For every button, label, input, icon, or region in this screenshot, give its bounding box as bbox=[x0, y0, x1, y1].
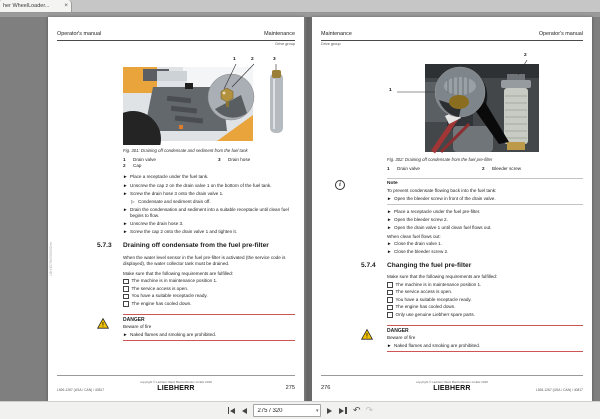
requirement-item: Only use genuine Liebherr spare parts. bbox=[387, 312, 583, 318]
danger-rule-top bbox=[387, 325, 583, 326]
requirement-item: The service access is open. bbox=[387, 289, 583, 295]
step-bullet: ► bbox=[387, 248, 392, 254]
legend-item: 2 Cap bbox=[123, 163, 142, 169]
legend-item: 2 Bleeder screw bbox=[482, 165, 522, 171]
danger-step: ► Naked flames and smoking are prohibited. bbox=[387, 343, 481, 349]
page-header bbox=[321, 31, 583, 41]
requirements-intro: Make sure that the following requirements are fulfilled: bbox=[123, 270, 234, 276]
procedure-result: ▷ Condensate and sediment drain off. bbox=[131, 198, 211, 204]
danger-rule-bottom bbox=[387, 351, 583, 352]
requirement-item: The machine is in maintenance position 1. bbox=[123, 278, 295, 284]
header-subtitle: Drive group bbox=[321, 42, 341, 47]
procedure-step: ► Drain the condensation and sediment into a suitable receptacle until clean fuel begins to flow. bbox=[123, 207, 289, 219]
note-box bbox=[339, 178, 583, 205]
figure-301 bbox=[123, 57, 293, 145]
info-icon: i bbox=[335, 180, 345, 190]
danger-title: DANGER bbox=[123, 316, 145, 323]
tab-title: her WheelLoader... bbox=[3, 3, 50, 9]
next-page-button[interactable] bbox=[326, 406, 333, 416]
legend-item: 1 Drain valve bbox=[387, 165, 420, 171]
header-subtitle: Drive group bbox=[275, 42, 295, 47]
note-title: Note bbox=[387, 181, 398, 187]
browser-tab[interactable] bbox=[0, 0, 72, 12]
section-intro: When the water level sensor in the fuel pre-filter is activated (the service code is displayed), the water collector tank must be drained. bbox=[123, 254, 286, 266]
manual-page-276 bbox=[312, 17, 592, 402]
requirement-item: You have a suitable receptacle ready. bbox=[123, 293, 295, 299]
figure-callout-2: 2 bbox=[524, 52, 527, 58]
figure-callout-2: 2 bbox=[251, 56, 254, 62]
note-rule-top bbox=[387, 178, 583, 179]
checkbox-icon bbox=[387, 282, 393, 288]
figure-301-legend bbox=[123, 157, 295, 171]
procedure-step: ► Place a receptacle under the fuel tank. bbox=[123, 174, 209, 180]
figure-302-photo bbox=[387, 52, 559, 154]
step-bullet: ► bbox=[123, 331, 128, 337]
liebherr-logo: LIEBHERR bbox=[157, 385, 195, 392]
procedure-step: ► Unscrew the cap 2 on the drain valve 1 on the bottom of the fuel tank. bbox=[123, 182, 272, 188]
checkbox-icon bbox=[387, 305, 393, 311]
danger-rule-top bbox=[123, 314, 295, 315]
procedure-step: ► Screw the drain hose 3 onto the drain valve 1. bbox=[123, 190, 224, 196]
result-bullet: ▷ bbox=[131, 198, 135, 204]
footer-rule bbox=[57, 375, 295, 376]
first-page-button[interactable] bbox=[227, 405, 237, 416]
danger-rule-bottom bbox=[123, 340, 295, 341]
danger-subtitle: Beware of fire bbox=[123, 323, 152, 329]
document-side-code: LBH/10739953/0002/en bbox=[49, 242, 53, 276]
chevron-down-icon[interactable]: ▾ bbox=[315, 407, 319, 414]
header-right: Operator's manual bbox=[538, 31, 583, 37]
last-page-icon bbox=[339, 408, 344, 414]
checkbox-icon bbox=[123, 286, 129, 292]
page-footer bbox=[57, 375, 295, 392]
liebherr-logo: LIEBHERR bbox=[433, 385, 471, 392]
figure-302-legend bbox=[387, 166, 583, 173]
figure-callout-3: 3 bbox=[273, 56, 276, 62]
checkbox-icon bbox=[387, 312, 393, 318]
page-number-box[interactable] bbox=[253, 404, 321, 417]
page-number: 275 bbox=[285, 384, 295, 391]
pdf-nav-toolbar bbox=[0, 401, 600, 419]
note-step: ► Open the bleeder screw in front of the drain valve. bbox=[387, 195, 496, 201]
header-left: Operator's manual bbox=[57, 31, 102, 37]
figure-302 bbox=[387, 52, 559, 154]
step-bullet: ► bbox=[387, 240, 392, 246]
page-number-input[interactable] bbox=[254, 408, 315, 414]
header-right: Maintenance bbox=[264, 31, 295, 37]
checkbox-icon bbox=[123, 294, 129, 300]
page-divider bbox=[304, 17, 312, 402]
page-footer bbox=[321, 375, 583, 392]
step-bullet: ► bbox=[387, 209, 392, 215]
requirements-intro: Make sure that the following requirements are fulfilled: bbox=[387, 274, 498, 280]
checkbox-icon bbox=[123, 301, 129, 307]
requirement-item: You have a suitable receptacle ready. bbox=[387, 297, 583, 303]
step-bullet: ► bbox=[387, 343, 392, 349]
figure-301-photo bbox=[123, 57, 293, 145]
history-back-icon[interactable]: ↶ bbox=[352, 405, 361, 415]
prev-page-button[interactable] bbox=[241, 406, 248, 416]
figure-301-caption: Fig. 301: Draining off condensate and sediment from the fuel tank bbox=[123, 147, 248, 153]
danger-box bbox=[101, 314, 295, 341]
danger-step: ► Naked flames and smoking are prohibited. bbox=[123, 331, 217, 337]
legend-item: 1 Drain valve bbox=[123, 156, 156, 162]
step-bullet: ► bbox=[123, 174, 128, 180]
step-bullet: ► bbox=[123, 221, 128, 227]
step-bullet: ► bbox=[123, 207, 128, 213]
document-code: L526-1267 (USA / CAN) / 40817 bbox=[535, 387, 583, 392]
procedure-step: ► Close the drain valve 1. bbox=[387, 240, 443, 246]
section-heading-573: 5.7.3 Draining off condensate from the fuel pre-filter bbox=[97, 242, 269, 250]
step-bullet: ► bbox=[123, 190, 128, 196]
procedure-step: ► Unscrew the drain hose 3. bbox=[123, 221, 184, 227]
section-heading-574: 5.7.4 Changing the fuel pre-filter bbox=[361, 261, 472, 269]
page-number: 276 bbox=[321, 384, 331, 391]
footer-rule bbox=[321, 375, 583, 376]
last-page-button[interactable] bbox=[338, 405, 348, 416]
browser-tab-bar bbox=[0, 0, 600, 13]
procedure-step: ► Close the bleeder screw 2. bbox=[387, 248, 449, 254]
requirement-item: The engine has cooled down. bbox=[123, 301, 295, 307]
copyright-line: copyright © Liebherr-Werk Bischofshofen GmbH 2018 bbox=[140, 380, 212, 385]
figure-302-caption: Fig. 302: Draining off condensate from the fuel pre-filter bbox=[387, 156, 493, 162]
figure-callout-1: 1 bbox=[389, 87, 392, 93]
step-bullet: ► bbox=[387, 217, 392, 223]
procedure-step: ► Screw the cap 2 onto the drain valve 1 and tighten it. bbox=[123, 229, 237, 235]
step-bullet: ► bbox=[387, 225, 392, 231]
first-page-icon bbox=[228, 407, 230, 414]
requirement-item: The engine has cooled down. bbox=[387, 304, 583, 310]
manual-page-275 bbox=[48, 17, 304, 402]
step-bullet: ► bbox=[123, 182, 128, 188]
step-bullet: ► bbox=[387, 195, 392, 201]
header-left: Maintenance bbox=[321, 31, 352, 37]
when-intro: When clean fuel flows out: bbox=[387, 234, 441, 240]
copyright-line: copyright © Liebherr-Werk Bischofshofen GmbH 2018 bbox=[416, 380, 488, 385]
document-code: L526-1267 (USA / CAN) / 40817 bbox=[57, 387, 105, 392]
procedure-step: ► Open the bleeder screw 2. bbox=[387, 217, 448, 223]
next-page-icon bbox=[327, 408, 332, 414]
prev-page-icon bbox=[242, 408, 247, 414]
warning-triangle-icon bbox=[361, 329, 373, 342]
danger-subtitle: Beware of fire bbox=[387, 334, 416, 340]
checkbox-icon bbox=[387, 297, 393, 303]
procedure-step: ► Place a receptacle under the fuel pre-filter. bbox=[387, 209, 481, 215]
step-bullet: ► bbox=[123, 229, 128, 235]
note-rule-bottom bbox=[387, 204, 583, 205]
legend-item: 3 Drain hose bbox=[218, 156, 251, 162]
danger-title: DANGER bbox=[387, 327, 409, 334]
page-header bbox=[57, 31, 295, 41]
close-icon[interactable]: × bbox=[64, 1, 68, 9]
figure-callout-1: 1 bbox=[233, 56, 236, 62]
svg-text:!: ! bbox=[365, 332, 369, 340]
danger-box bbox=[365, 325, 583, 352]
checkbox-icon bbox=[387, 290, 393, 296]
warning-triangle-icon bbox=[97, 318, 109, 331]
requirement-item: The service access is open. bbox=[123, 286, 295, 292]
svg-text:!: ! bbox=[101, 321, 105, 329]
procedure-step: ► Open the drain valve 1 until clean fuel flows out. bbox=[387, 225, 492, 231]
note-body: To prevent condensate flowing back into the fuel tank: bbox=[387, 187, 497, 193]
history-forward-icon[interactable]: ↷ bbox=[365, 405, 374, 415]
requirement-item: The machine is in maintenance position 1. bbox=[387, 282, 583, 288]
checkbox-icon bbox=[123, 279, 129, 285]
